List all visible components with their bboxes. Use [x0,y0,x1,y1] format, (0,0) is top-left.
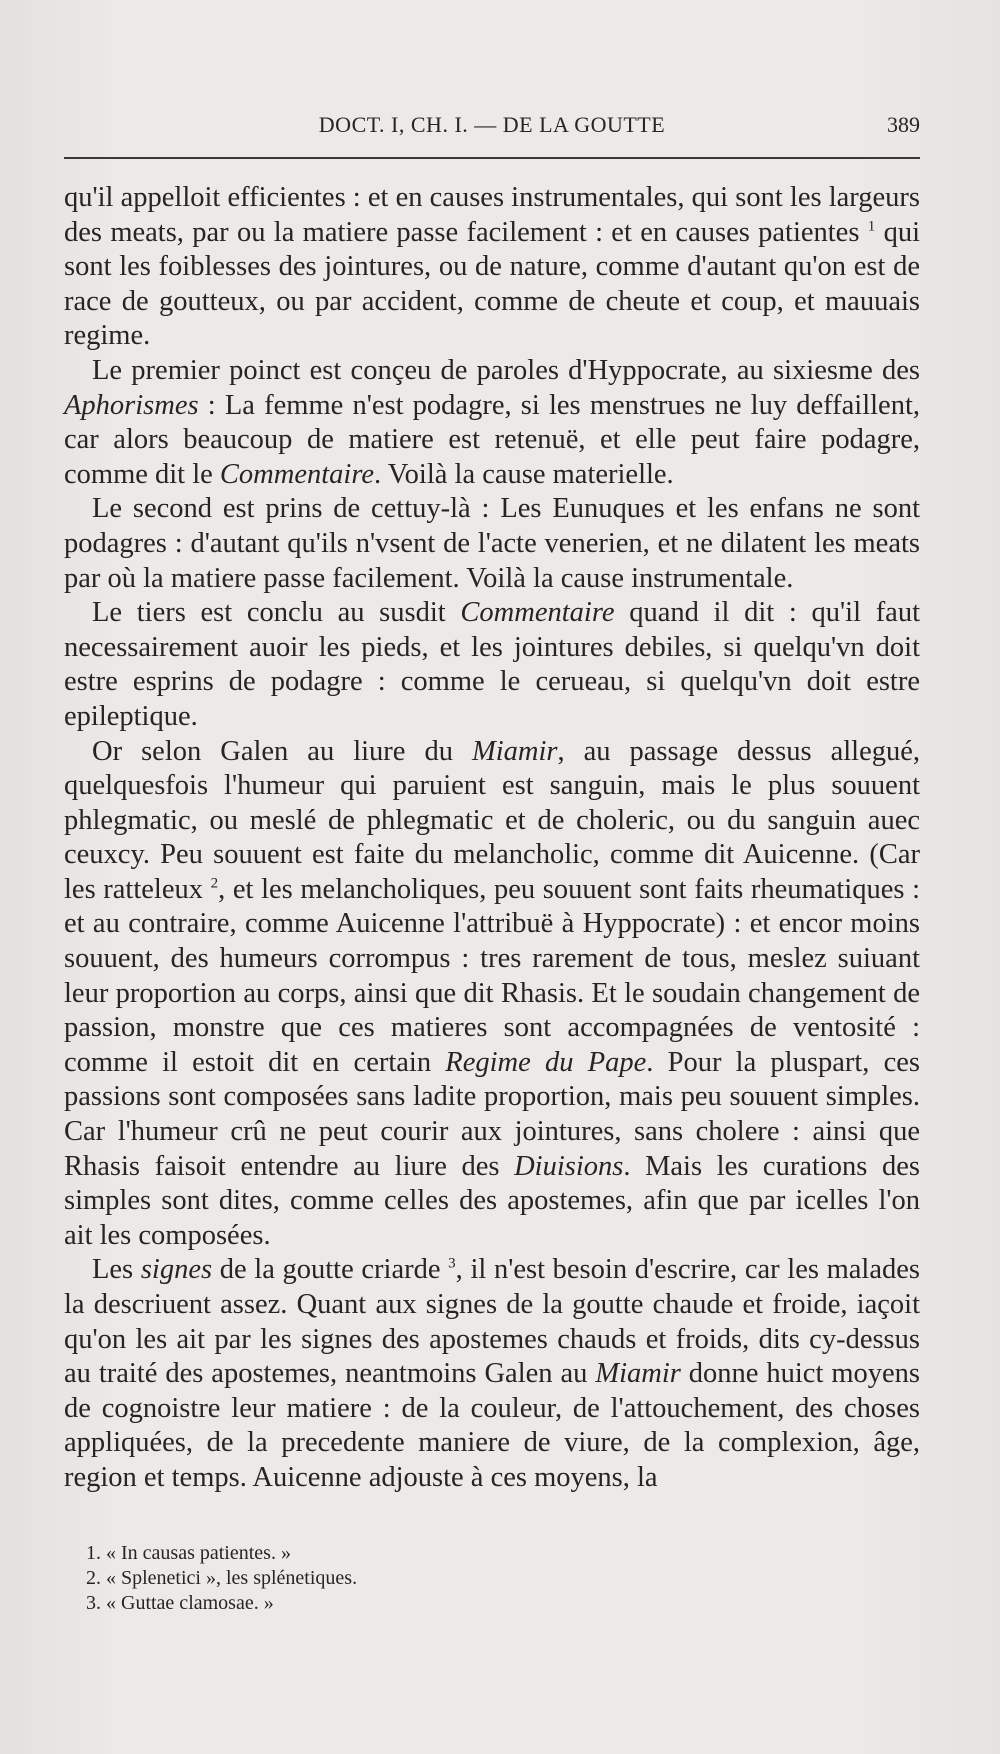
footnote-ref: 2 [210,875,219,892]
footnote: 1. « In causas patientes. » [86,1542,291,1564]
italic-title: Miamir [471,735,558,767]
text-run: donne huict moyens de cognoistre leur matiere : de la couleur, de l'attouchement, des choses appliquées, de la precedente maniere de viure, de la complexion, âge, region et temps. Auicenne adjouste à ces moyens, la [64,1358,920,1493]
paragraph [64,354,920,492]
text-run: Le premier poinct est conçeu de paroles d'Hyppocrate, au sixiesme des [92,354,920,386]
page-header [64,112,920,146]
text-run: , et les melancholiques, peu souuent sont faits rheumatiques : et au contraire, comme Auicenne l'attribuë à Hyppocrate) : et encor moins souuent, des humeurs corrompus : tres rarement de tous, meslez suiuant leur proportion au corps, ainsi que dit Rhasis. Et le soudain changement de passion, monstre que ces matieres sont accompagnées de ventosité : comme il estoit dit en certain [64,873,920,1078]
paragraph [64,181,920,354]
header-rule [64,157,920,159]
running-head: DOCT. I, CH. I. — DE LA GOUTTE [318,112,666,137]
text-run: . Mais les curations des simples sont dites, comme celles des apostemes, afin que par icelles l'on ait les composées. [64,1150,920,1251]
text-run: . Pour la pluspart, ces passions sont composées sans ladite proportion, mais peu souuent simples. Car l'humeur crû ne peut courir aux jointures, sans cholere : ainsi que Rhasis faisoit entendre au liure des [64,1046,920,1182]
text-run: Or selon Galen au liure du [92,735,472,767]
text-run: de la goutte criarde [212,1254,449,1286]
text-run: Le second est prins de cettuy-là : Les Eunuques et les enfans ne sont podagres : d'autant qu'ils n'vsent de l'acte venerien, et ne dilatent les meats par où la matiere passe facilement. Voilà la cause instrumentale. [64,493,920,594]
footnote: 3. « Guttae clamosae. » [86,1592,274,1614]
text-run: Le tiers est conclu au susdit [92,597,461,629]
italic-title: Regime du Pape [445,1046,647,1078]
paragraph [64,1253,920,1495]
italic-title: Aphorismes [64,389,199,421]
text-run: , il n'est besoin d'escrire, car les malades la descriuent assez. Quant aux signes de la goutte chaude et froide, iaçoit qu'on les ait par les signes des apostemes chauds et froids, dits cy-dessus au traité des apostemes, neantmoins Galen au [64,1254,920,1390]
footnote-ref: 1 [867,218,876,235]
text-run: . Voilà la cause materielle. [374,458,674,490]
text-run: quand il dit : qu'il faut necessairement auoir les pieds, et les jointures debiles, si quelqu'vn doit estre esprins de podagre : comme le cerueau, si quelqu'vn doit estre epileptique. [64,597,920,732]
text-run: , au passage dessus allegué, quelquesfois l'humeur qui paruient est sanguin, mais le plus souuent phlegmatic, ou meslé de phlegmatic et de choleric, ou du sanguin auec ceuxcy. Peu souuent est faite du melancholic, comme dit Auicenne. (Car les ratteleux [64,735,920,905]
footnote-ref: 3 [448,1255,456,1272]
page-number: 389 [887,112,920,137]
italic-title: Diuisions [514,1150,624,1182]
text-run: qu'il appelloit efficientes : et en causes instrumentales, qui sont les largeurs des meats, par ou la matiere passe facilement : et en causes patientes [64,182,920,248]
footnote: 2. « Splenetici », les splénetiques. [86,1567,358,1589]
footnotes [86,1541,906,1616]
italic-title: Miamir [595,1358,681,1390]
paragraph [64,492,920,596]
italic-title: Commentaire [219,458,375,490]
text-run: Les [92,1254,141,1286]
paragraph [64,596,920,734]
italic-title: signes [140,1254,213,1286]
italic-title: Commentaire [460,597,615,629]
text-run: : La femme n'est podagre, si les menstrues ne luy deffaillent, car alors beaucoup de matiere est retenuë, et elle peut faire podagre, comme dit le [64,389,920,490]
body-text [64,181,920,1496]
text-run: qui sont les foiblesses des jointures, ou de nature, comme d'autant qu'on est de race de goutteux, ou par accident, comme de cheute et coup, et mauuais regime. [64,216,920,352]
paragraph [64,735,920,1254]
